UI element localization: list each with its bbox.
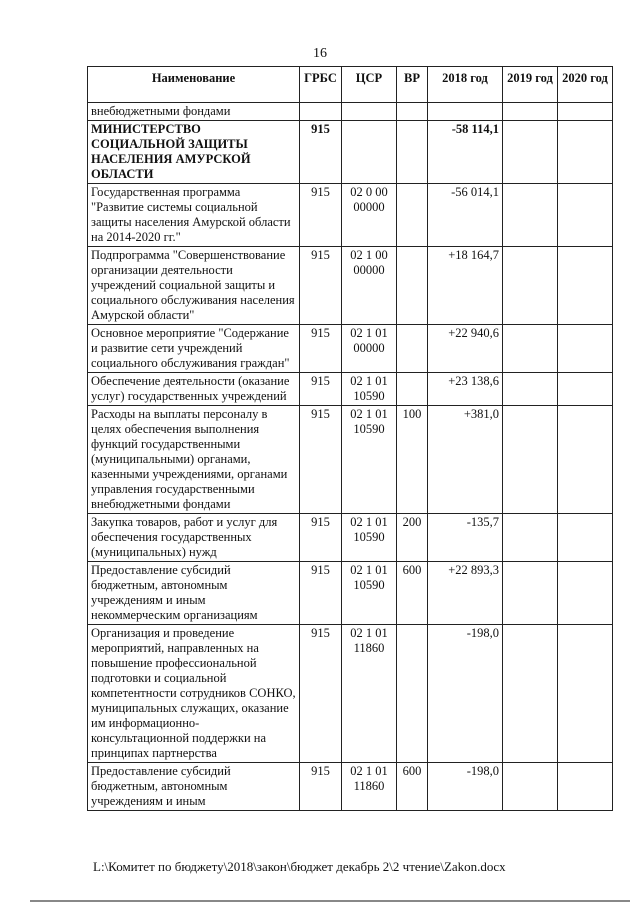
cell-2020 [558, 763, 613, 811]
table-body [88, 103, 613, 811]
cell-2019 [503, 625, 558, 763]
cell-csr [342, 121, 397, 184]
table-row [88, 562, 613, 625]
cell-2020 [558, 247, 613, 325]
cell-name: Основное мероприятие "Содержание и развитие сети учреждений социального обслуживания граждан" [88, 325, 300, 373]
table-row [88, 763, 613, 811]
cell-2018: -56 014,1 [428, 184, 503, 247]
cell-2019 [503, 247, 558, 325]
cell-vr: 600 [397, 562, 428, 625]
cell-grbs: 915 [300, 625, 342, 763]
cell-2019 [503, 103, 558, 121]
table-row [88, 121, 613, 184]
cell-csr: 02 1 01 10590 [342, 562, 397, 625]
cell-csr: 02 0 00 00000 [342, 184, 397, 247]
cell-vr [397, 325, 428, 373]
cell-grbs: 915 [300, 763, 342, 811]
cell-grbs: 915 [300, 406, 342, 514]
cell-vr [397, 247, 428, 325]
page-number: 16 [313, 46, 327, 61]
cell-2018: +22 940,6 [428, 325, 503, 373]
cell-csr: 02 1 01 11860 [342, 763, 397, 811]
cell-csr: 02 1 01 10590 [342, 514, 397, 562]
cell-2019 [503, 514, 558, 562]
cell-vr: 200 [397, 514, 428, 562]
table-header-row [88, 67, 613, 103]
cell-csr: 02 1 00 00000 [342, 247, 397, 325]
table-row [88, 406, 613, 514]
cell-name: Расходы на выплаты персоналу в целях обеспечения выполнения функций государственными (муниципальными) органами, казенными учреждениями, органами управления государственными внебюджетными фондами [88, 406, 300, 514]
header-2019: 2019 год [503, 67, 558, 103]
table-row [88, 247, 613, 325]
cell-2020 [558, 514, 613, 562]
cell-2020 [558, 184, 613, 247]
cell-2019 [503, 325, 558, 373]
cell-grbs: 915 [300, 325, 342, 373]
cell-2019 [503, 184, 558, 247]
header-csr: ЦСР [342, 67, 397, 103]
cell-2019 [503, 763, 558, 811]
cell-2018: -135,7 [428, 514, 503, 562]
cell-name: МИНИСТЕРСТВО СОЦИАЛЬНОЙ ЗАЩИТЫ НАСЕЛЕНИЯ АМУРСКОЙ ОБЛАСТИ [88, 121, 300, 184]
cell-vr [397, 103, 428, 121]
cell-grbs: 915 [300, 121, 342, 184]
cell-2020 [558, 373, 613, 406]
cell-grbs: 915 [300, 184, 342, 247]
cell-name: Закупка товаров, работ и услуг для обеспечения государственных (муниципальных) нужд [88, 514, 300, 562]
cell-name: Предоставление субсидий бюджетным, автономным учреждениям и иным [88, 763, 300, 811]
cell-csr [342, 103, 397, 121]
cell-name: Организация и проведение мероприятий, направленных на повышение профессиональной подготовки и социальной компетентности сотрудников СОНКО, муниципальных служащих, оказание им информационно-консультационной поддержки на принципах партнерства [88, 625, 300, 763]
table-row [88, 373, 613, 406]
cell-grbs: 915 [300, 247, 342, 325]
cell-grbs [300, 103, 342, 121]
header-2018: 2018 год [428, 67, 503, 103]
table-row [88, 514, 613, 562]
cell-2020 [558, 625, 613, 763]
footer-file-path: L:\Комитет по бюджету\2018\закон\бюджет декабрь 2\2 чтение\Zakon.docx [93, 859, 506, 874]
cell-2020 [558, 103, 613, 121]
cell-name: Подпрограмма "Совершенствование организации деятельности учреждений социальной защиты и социального обслуживания населения Амурской области" [88, 247, 300, 325]
cell-grbs: 915 [300, 373, 342, 406]
cell-name: внебюджетными фондами [88, 103, 300, 121]
header-name: Наименование [88, 67, 300, 103]
cell-2018: +381,0 [428, 406, 503, 514]
table-row [88, 325, 613, 373]
cell-vr: 600 [397, 763, 428, 811]
cell-2019 [503, 121, 558, 184]
cell-2018: -58 114,1 [428, 121, 503, 184]
cell-grbs: 915 [300, 562, 342, 625]
table-row [88, 625, 613, 763]
cell-2018 [428, 103, 503, 121]
cell-grbs: 915 [300, 514, 342, 562]
cell-2019 [503, 373, 558, 406]
cell-csr: 02 1 01 10590 [342, 373, 397, 406]
header-grbs: ГРБС [300, 67, 342, 103]
cell-2020 [558, 406, 613, 514]
cell-vr [397, 184, 428, 247]
header-2020: 2020 год [558, 67, 613, 103]
header-vr: ВР [397, 67, 428, 103]
budget-table [87, 66, 613, 811]
cell-2020 [558, 325, 613, 373]
cell-name: Обеспечение деятельности (оказание услуг) государственных учреждений [88, 373, 300, 406]
cell-2018: -198,0 [428, 763, 503, 811]
cell-vr [397, 121, 428, 184]
cell-2020 [558, 121, 613, 184]
cell-2019 [503, 562, 558, 625]
cell-vr [397, 373, 428, 406]
cell-vr [397, 625, 428, 763]
cell-2018: +23 138,6 [428, 373, 503, 406]
table-row [88, 103, 613, 121]
cell-csr: 02 1 01 00000 [342, 325, 397, 373]
table-row [88, 184, 613, 247]
cell-2018: +18 164,7 [428, 247, 503, 325]
cell-csr: 02 1 01 10590 [342, 406, 397, 514]
cell-2018: -198,0 [428, 625, 503, 763]
cell-name: Государственная программа "Развитие системы социальной защиты населения Амурской области на 2014-2020 гг." [88, 184, 300, 247]
cell-csr: 02 1 01 11860 [342, 625, 397, 763]
cell-2018: +22 893,3 [428, 562, 503, 625]
bottom-divider [30, 900, 630, 902]
cell-vr: 100 [397, 406, 428, 514]
cell-name: Предоставление субсидий бюджетным, автономным учреждениям и иным некоммерческим организациям [88, 562, 300, 625]
cell-2019 [503, 406, 558, 514]
cell-2020 [558, 562, 613, 625]
